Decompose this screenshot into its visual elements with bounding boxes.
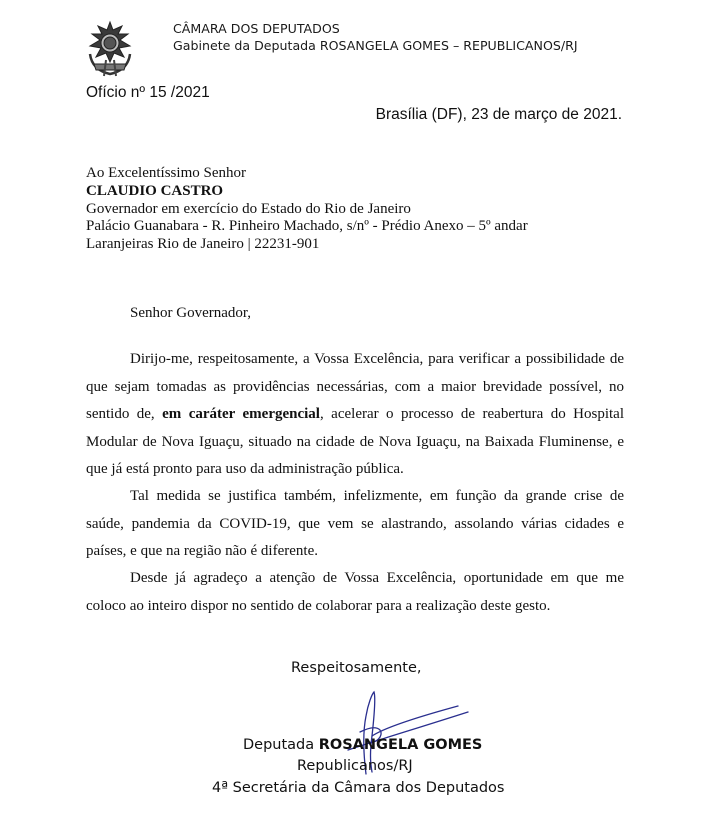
body-paragraph-2: Tal medida se justifica também, infelizmente, em função da grande crise de saúde, pandemia da COVID-19, que vem se alastrando, assolando várias cidades e países, e que na região não é diferente.	[86, 488, 624, 559]
recipient-address-line-1: Palácio Guanabara - R. Pinheiro Machado, s/nº - Prédio Anexo – 5º andar	[86, 218, 528, 234]
recipient-salutation: Ao Excelentíssimo Senhor	[86, 165, 246, 181]
signatory-party: Republicanos/RJ	[297, 758, 413, 774]
signatory-line: Deputada ROSANGELA GOMES	[243, 737, 483, 753]
signatory-role: 4ª Secretária da Câmara dos Deputados	[212, 780, 505, 796]
body-paragraph-1: Dirijo-me, respeitosamente, a Vossa Excelência, para verificar a possibilidade de que sejam tomadas as providências necessárias, com a maior brevidade possível, no sentido de, em caráter emergencial, acelerar o processo de reabertura do Hospital Modular de Nova Iguaçu, situado na cidade de Nova Iguaçu, na Baixada Fluminense, e que já está pronto para uso da administração pública.	[86, 351, 625, 477]
date-line: Brasília (DF), 23 de março de 2021.	[375, 106, 622, 123]
oficio-number: Ofício nº 15 /2021	[86, 84, 210, 101]
recipient-title: Governador em exercício do Estado do Rio de Janeiro	[86, 201, 411, 217]
closing-farewell: Respeitosamente,	[291, 660, 422, 676]
institution-name: CÂMARA DOS DEPUTADOS	[173, 21, 340, 36]
coat-of-arms-icon	[84, 20, 136, 78]
recipient-address-line-2: Laranjeiras Rio de Janeiro | 22231-901	[86, 236, 320, 252]
office-name: Gabinete da Deputada ROSANGELA GOMES – REPUBLICANOS/RJ	[173, 38, 578, 53]
recipient-name: CLAUDIO CASTRO	[86, 183, 224, 199]
body-paragraph-3: Desde já agradeço a atenção de Vossa Excelência, oportunidade em que me coloco ao inteiro dispor no sentido de colaborar para a realização deste gesto.	[86, 570, 624, 614]
greeting: Senhor Governador,	[130, 305, 252, 321]
